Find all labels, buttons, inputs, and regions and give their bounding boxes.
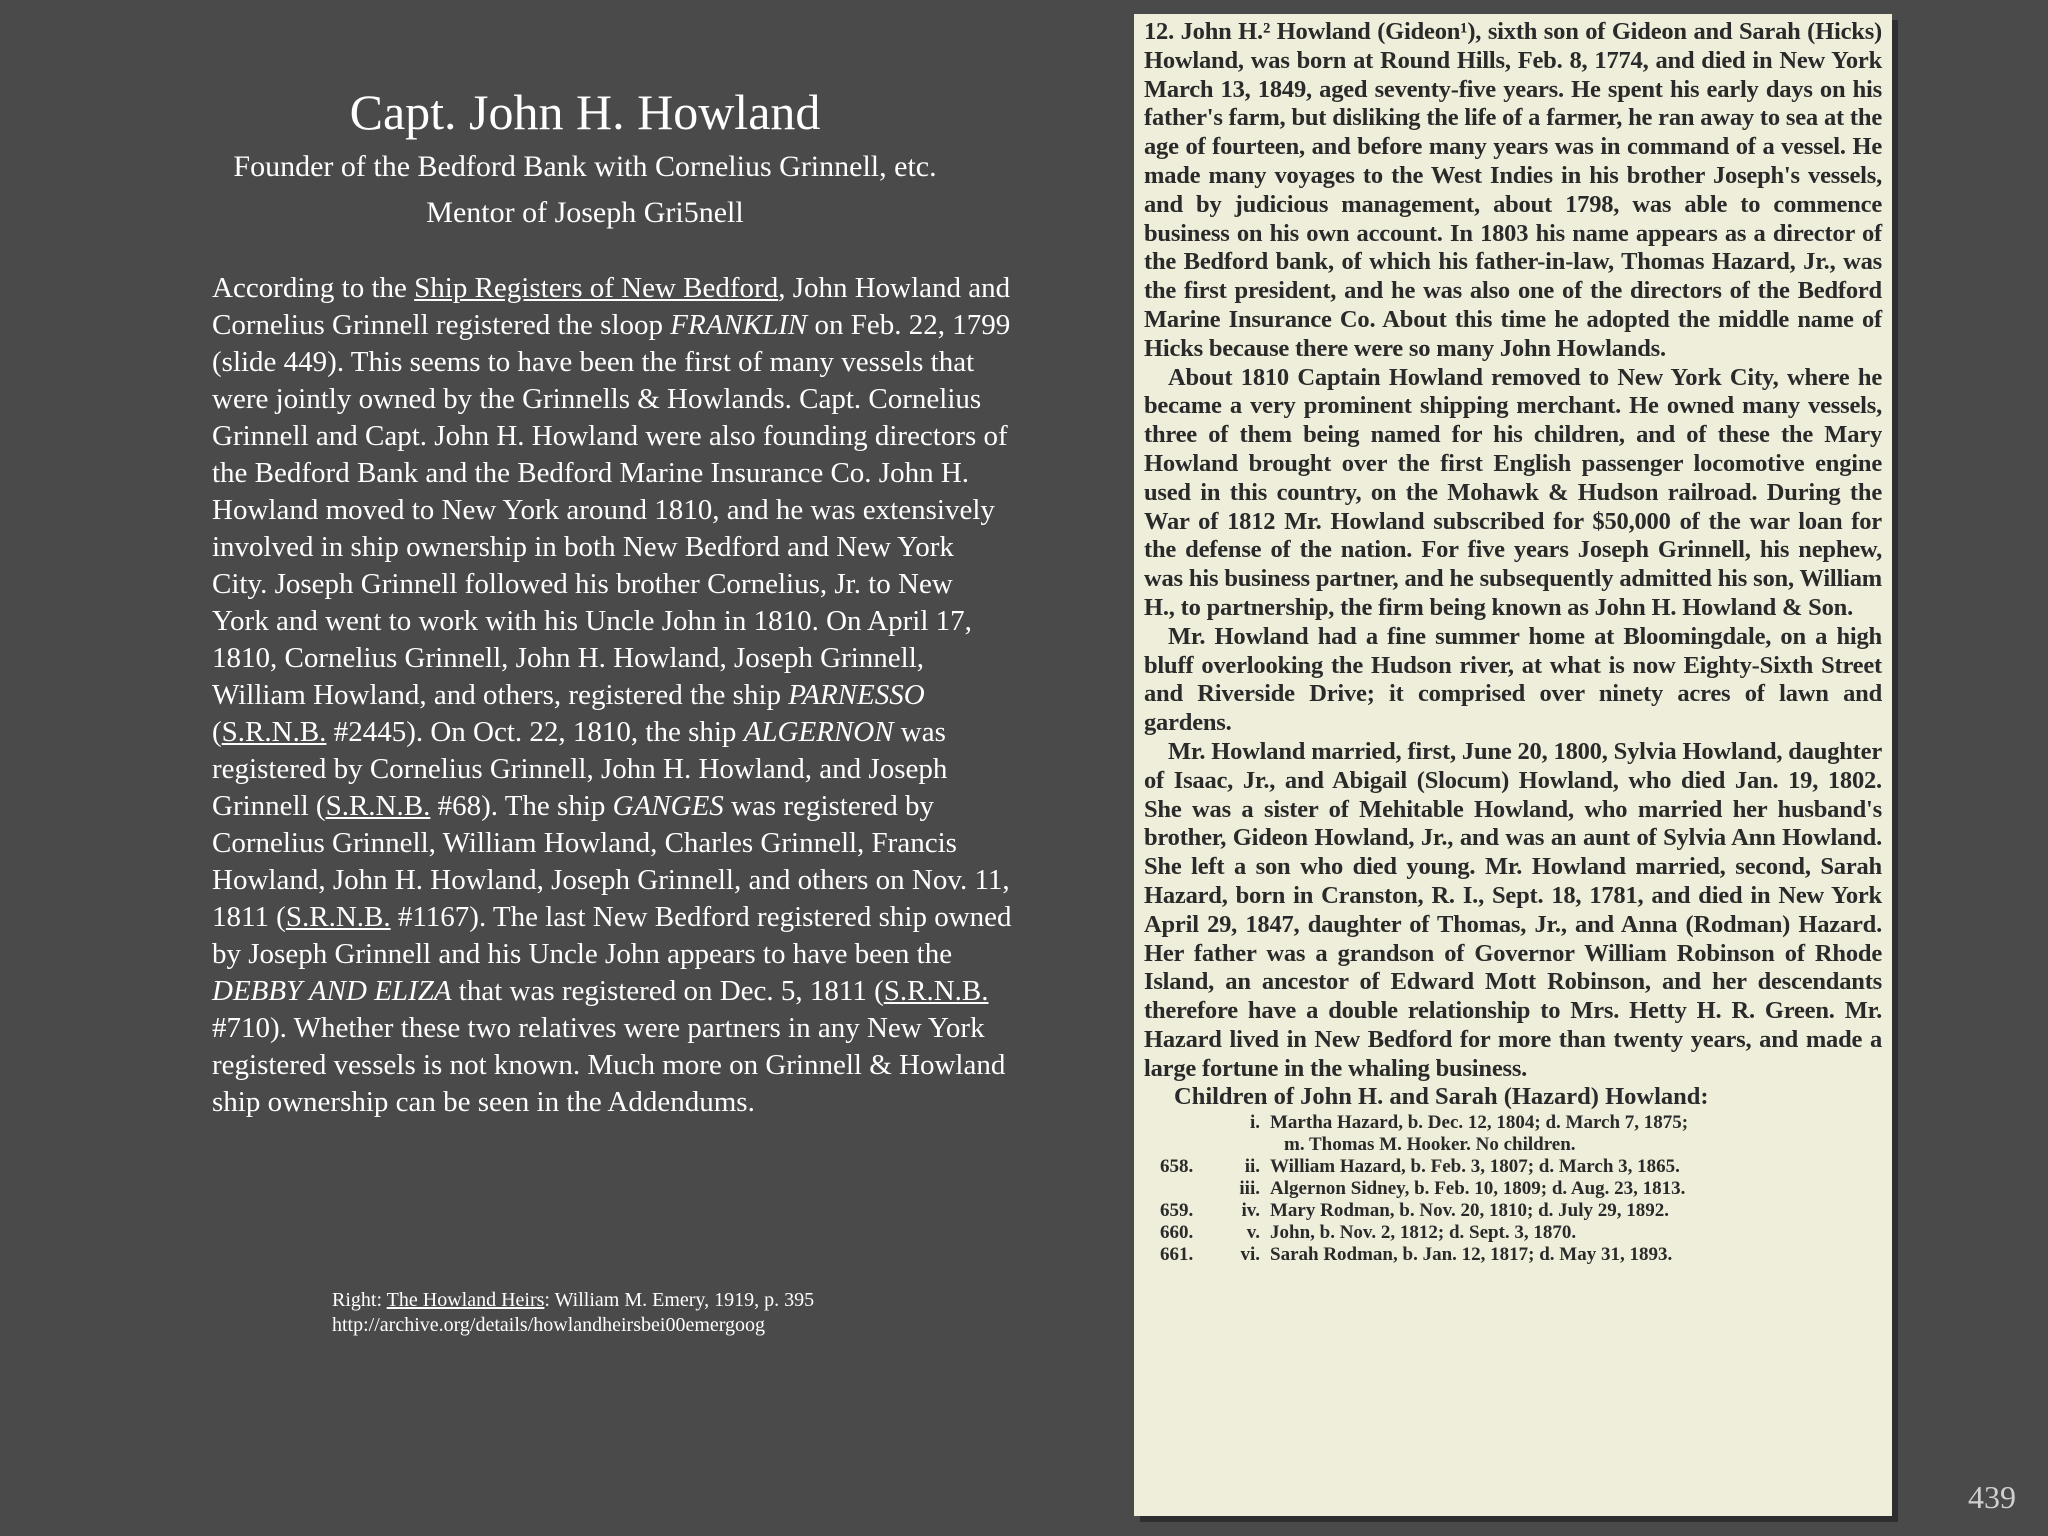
child-number [1144,1112,1214,1134]
ship-name-algernon: ALGERNON [743,716,894,748]
body-text-segment: , John Howland and Cornelius Grinnell registered the sloop [212,272,1011,341]
body-text-segment: #2445). On Oct. 22, 1810, the ship [326,716,744,748]
ship-name-parnesso: PARNESSO [788,679,925,711]
child-text: Algernon Sidney, b. Feb. 10, 1809; d. Aug. 23, 1813. [1270,1178,1686,1200]
slide-title: Capt. John H. Howland [349,84,821,140]
child-number: 660. [1160,1222,1194,1244]
child-entry [1144,1222,1882,1244]
child-number: 661. [1160,1244,1194,1266]
body-text-segment: #710). Whether these two relatives were partners in any New York registered vessels is not known. Much more on Grinnell & Howland ship ownership can be seen in the Addendums. [212,1012,1006,1118]
slide-subtitle-founder: Founder of the Bedford Bank with Cornelius Grinnell, etc. [233,150,937,183]
scan-paragraph-3: Mr. Howland had a fine summer home at Bloomingdale, on a high bluff overlooking the Hudson river, at what is now Eighty-Sixth Street and Riverside Drive; it comprised over ninety acres of lawn and gardens. [1144,622,1882,737]
scan-paragraph-4: Mr. Howland married, first, June 20, 1800, Sylvia Howland, daughter of Isaac, Jr., and Abigail (Slocum) Howland, who died Jan. 19, 1802. She was a sister of Mehitable Howland, who married her husband's brother, Gideon Howland, Jr., and was an aunt of Sylvia Ann Howland. She left a son who died young. Mr. Howland married, second, Sarah Hazard, born in Cranston, R. I., Sept. 18, 1781, and died in New York April 29, 1847, daughter of Thomas, Jr., and Anna (Rodman) Hazard. Her father was a grandson of Governor William Robinson of Rhode Island, an ancestor of Edward Mott Robinson, and her descendants therefore have a double relationship to Mrs. Hetty H. R. Green. Mr. Hazard lived in New Bedford for more than twenty years, and made a large fortune in the whaling business. [1144,737,1882,1082]
child-roman-numeral: ii. [1244,1156,1260,1178]
page-number: 439 [1968,1479,2016,1515]
slide-subtitle-mentor: Mentor of Joseph Gri5nell [426,196,744,229]
child-text: Martha Hazard, b. Dec. 12, 1804; d. March 7, 1875; [1270,1112,1689,1134]
child-entry-continuation: m. Thomas M. Hooker. No children. [1284,1134,1576,1156]
child-entry [1144,1156,1882,1178]
child-roman-numeral: i. [1249,1112,1260,1134]
body-text-segment: on Feb. 22, 1799 (slide 449). This seems to have been the first of many vessels that were jointly owned by the Grinnells & Howlands. Capt. Cornelius Grinnell and Capt. John H. Howland were also founding directors of the Bedford Bank and the Bedford Marine Insurance Co. John H. Howland moved to New York around 1810, and he was extensively involved in ship ownership in both New Bedford and New York City. Joseph Grinnell followed his brother Cornelius, Jr. to New York and went to work with his Uncle John in 1810. On April 17, 1810, Cornelius Grinnell, John H. Howland, Joseph Grinnell, William Howland, and others, registered the ship [212,309,1011,711]
child-text: William Hazard, b. Feb. 3, 1807; d. March 3, 1865. [1270,1156,1680,1178]
credit-url[interactable]: http://archive.org/details/howlandheirsbei00emergoog [332,1314,766,1336]
child-roman-numeral: iii. [1239,1178,1260,1200]
child-text: Mary Rodman, b. Nov. 20, 1810; d. July 29, 1892. [1270,1200,1670,1222]
srnb-link[interactable]: S.R.N.B. [285,901,391,933]
srnb-link[interactable]: S.R.N.B. [221,716,327,748]
body-paragraph [212,270,1012,1121]
child-text: Sarah Rodman, b. Jan. 12, 1817; d. May 31, 1893. [1270,1244,1673,1266]
child-entry [1144,1200,1882,1222]
credit-book-title-link[interactable]: The Howland Heirs [386,1289,545,1311]
child-number: 659. [1160,1200,1194,1222]
child-entry [1144,1178,1882,1200]
child-roman-numeral: iv. [1241,1200,1260,1222]
child-text: John, b. Nov. 2, 1812; d. Sept. 3, 1870. [1270,1222,1577,1244]
scan-paragraph-2: About 1810 Captain Howland removed to New York City, where he became a very prominent shipping merchant. He owned many vessels, three of them being named for his children, and of these the Mary Howland brought over the first English passenger locomotive engine used in this country, on the Mohawk & Hudson railroad. During the War of 1812 Mr. Howland subscribed for $50,000 of the war loan for the defense of the nation. For five years Joseph Grinnell, his nephew, was his business partner, and he subsequently admitted his son, William H., to partnership, the firm being known as John H. Howland & Son. [1144,363,1882,621]
image-credit [332,1288,814,1338]
child-roman-numeral: vi. [1240,1244,1260,1266]
credit-prefix: Right: [332,1289,387,1311]
srnb-link[interactable]: S.R.N.B. [325,790,431,822]
ship-registers-link[interactable]: Ship Registers of New Bedford [414,272,779,304]
ship-name-franklin: FRANKLIN [670,309,808,341]
body-text-segment: was registered by Cornelius Grinnell, John H. Howland, and Joseph Grinnell ( [212,716,948,822]
ship-name-ganges: GANGES [612,790,724,822]
child-roman-numeral: v. [1246,1222,1260,1244]
body-text-segment: ( [212,716,222,748]
body-text-segment: #1167). The last New Bedford registered ship owned by Joseph Grinnell and his Uncle John appears to have been the [212,901,1012,970]
child-entry [1144,1244,1882,1266]
credit-suffix: : William M. Emery, 1919, p. 395 [544,1289,815,1311]
child-number: 658. [1160,1156,1194,1178]
body-text-segment: was registered by Cornelius Grinnell, William Howland, Charles Grinnell, Francis Howland, John H. Howland, Joseph Grinnell, and others on Nov. 11, 1811 ( [212,790,1010,933]
child-number [1144,1178,1214,1200]
child-entry [1144,1112,1882,1134]
ship-name-debby-and-eliza: DEBBY AND ELIZA [212,975,452,1007]
scan-paragraph-1: 12. John H.² Howland (Gideon¹), sixth son of Gideon and Sarah (Hicks) Howland, was born at Round Hills, Feb. 8, 1774, and died in New York March 13, 1849, aged seventy-five years. He spent his early days on his father's farm, but disliking the life of a farmer, he ran away to sea at the age of fourteen, and before many years was in command of a vessel. He made many voyages to the West Indies in his brother Joseph's vessels, and by judicious management, about 1798, was able to commence business on his own account. In 1803 his name appears as a director of the Bedford bank, of which his father-in-law, Thomas Hazard, Jr., was the first president, and he was also one of the directors of the Bedford Marine Insurance Co. About this time he adopted the middle name of Hicks because there were so many John Howlands. [1144,18,1882,362]
body-text-segment: #68). The ship [430,790,613,822]
children-heading: Children of John H. and Sarah (Hazard) Howland: [1174,1083,1709,1111]
body-text-segment: According to the [212,272,415,304]
title-block [150,80,1020,236]
body-text-segment: that was registered on Dec. 5, 1811 ( [451,975,884,1007]
book-page-scan [1134,14,1892,1516]
srnb-link[interactable]: S.R.N.B. [883,975,989,1007]
